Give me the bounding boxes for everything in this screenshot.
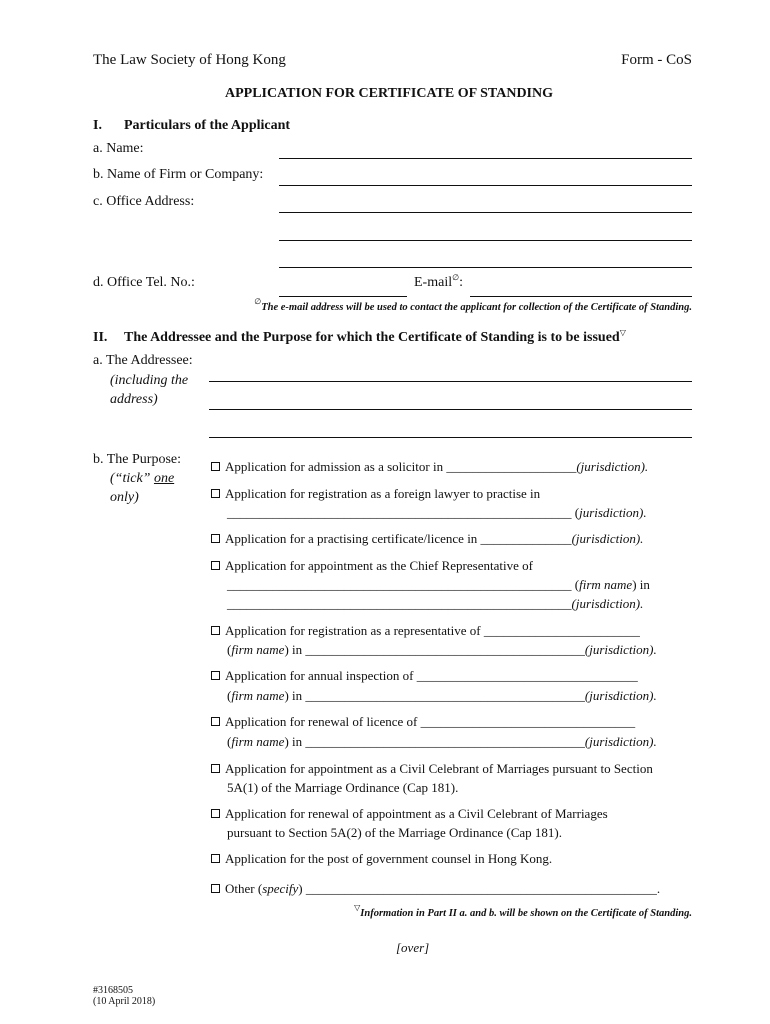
info-note: ▽Information in Part II a. and b. will be shown on the Certificate of Standing. — [354, 903, 692, 919]
form-code: Form - CoS — [621, 52, 692, 68]
purpose-option-chief-representative-line3: _____________________________________________________(jurisdiction). — [227, 596, 644, 611]
purpose-label: b. The Purpose: — [93, 452, 182, 467]
purpose-option-practising-certificate[interactable]: Application for a practising certificate/licence in ______________(jurisdiction). — [211, 531, 643, 547]
triangle-mark: ▽ — [619, 328, 626, 337]
purpose-option-representative-line2: (firm name) in ___________________________________________(jurisdiction). — [227, 642, 657, 657]
checkbox-icon[interactable] — [211, 561, 220, 570]
addressee-hint-2: address) — [110, 392, 158, 407]
firm-field[interactable] — [279, 185, 692, 186]
triangle-mark-note: ▽ — [354, 903, 361, 912]
part2-number: II. — [93, 330, 108, 345]
addressee-hint-1: (including the — [110, 373, 189, 388]
purpose-option-civil-celebrant-renewal-line2: pursuant to Section 5A(2) of the Marriage Ordinance (Cap 181). — [227, 825, 563, 840]
addressee-field-line-2[interactable] — [209, 409, 692, 410]
email-label: E-mail∅: — [414, 273, 463, 290]
empty-set-mark: ∅ — [452, 273, 460, 282]
address-field-line-2[interactable] — [279, 240, 692, 241]
checkbox-icon[interactable] — [211, 809, 220, 818]
empty-set-mark-note: ∅ — [254, 297, 262, 306]
address-label: c. Office Address: — [93, 194, 195, 209]
checkbox-icon[interactable] — [211, 462, 220, 471]
over-marker: [over] — [396, 940, 430, 955]
purpose-option-chief-representative-line2: _____________________________________________________ (firm name) in — [227, 577, 650, 592]
purpose-option-foreign-lawyer[interactable]: Application for registration as a foreign lawyer to practise in — [211, 486, 540, 502]
org-name: The Law Society of Hong Kong — [93, 52, 286, 68]
email-note: ∅The e-mail address will be used to contact the applicant for collection of the Certificate of Standing. — [254, 297, 692, 313]
part1-heading: Particulars of the Applicant — [124, 118, 291, 133]
part2-heading: The Addressee and the Purpose for which the Certificate of Standing is to be issued▽ — [124, 328, 626, 345]
email-field[interactable] — [470, 296, 692, 297]
document-date: (10 April 2018) — [93, 996, 156, 1007]
address-field-line-1[interactable] — [279, 212, 692, 213]
document-number: #3168505 — [93, 985, 133, 996]
purpose-option-government-counsel[interactable]: Application for the post of government counsel in Hong Kong. — [211, 851, 552, 867]
form-title: APPLICATION FOR CERTIFICATE OF STANDING — [224, 86, 553, 101]
purpose-option-civil-celebrant-appointment[interactable]: Application for appointment as a Civil Celebrant of Marriages pursuant to Section — [211, 761, 653, 777]
purpose-option-other[interactable]: Other (specify) ______________________________________________________. — [211, 881, 660, 897]
addressee-label: a. The Addressee: — [93, 353, 193, 368]
name-field[interactable] — [279, 158, 692, 159]
firm-label: b. Name of Firm or Company: — [93, 167, 264, 182]
checkbox-icon[interactable] — [211, 854, 220, 863]
purpose-option-renewal-licence[interactable]: Application for renewal of licence of _________________________________ — [211, 714, 635, 730]
addressee-field-line-1[interactable] — [209, 381, 692, 382]
purpose-option-annual-inspection-line2: (firm name) in ___________________________________________(jurisdiction). — [227, 688, 657, 703]
checkbox-icon[interactable] — [211, 764, 220, 773]
tel-label: d. Office Tel. No.: — [93, 275, 195, 290]
checkbox-icon[interactable] — [211, 534, 220, 543]
purpose-option-representative[interactable]: Application for registration as a representative of ________________________ — [211, 623, 640, 639]
checkbox-icon[interactable] — [211, 489, 220, 498]
tel-field[interactable] — [279, 296, 407, 297]
purpose-hint-1: (“tick” one — [110, 471, 175, 486]
purpose-option-foreign-lawyer-line2: _____________________________________________________ (jurisdiction). — [227, 505, 647, 520]
purpose-option-admission[interactable]: Application for admission as a solicitor in ____________________(jurisdiction). — [211, 459, 648, 475]
checkbox-icon[interactable] — [211, 671, 220, 680]
purpose-option-civil-celebrant-renewal[interactable]: Application for renewal of appointment as a Civil Celebrant of Marriages — [211, 806, 608, 822]
purpose-option-annual-inspection[interactable]: Application for annual inspection of __________________________________ — [211, 668, 638, 684]
checkbox-icon[interactable] — [211, 626, 220, 635]
address-field-line-3[interactable] — [279, 267, 692, 268]
part1-number: I. — [93, 118, 102, 133]
checkbox-icon[interactable] — [211, 884, 220, 893]
addressee-field-line-3[interactable] — [209, 437, 692, 438]
purpose-option-civil-celebrant-appointment-line2: 5A(1) of the Marriage Ordinance (Cap 181). — [227, 780, 459, 795]
checkbox-icon[interactable] — [211, 717, 220, 726]
name-label: a. Name: — [93, 141, 144, 156]
purpose-option-chief-representative[interactable]: Application for appointment as the Chief Representative of — [211, 558, 533, 574]
purpose-option-renewal-licence-line2: (firm name) in ___________________________________________(jurisdiction). — [227, 734, 657, 749]
purpose-hint-2: only) — [110, 490, 139, 505]
